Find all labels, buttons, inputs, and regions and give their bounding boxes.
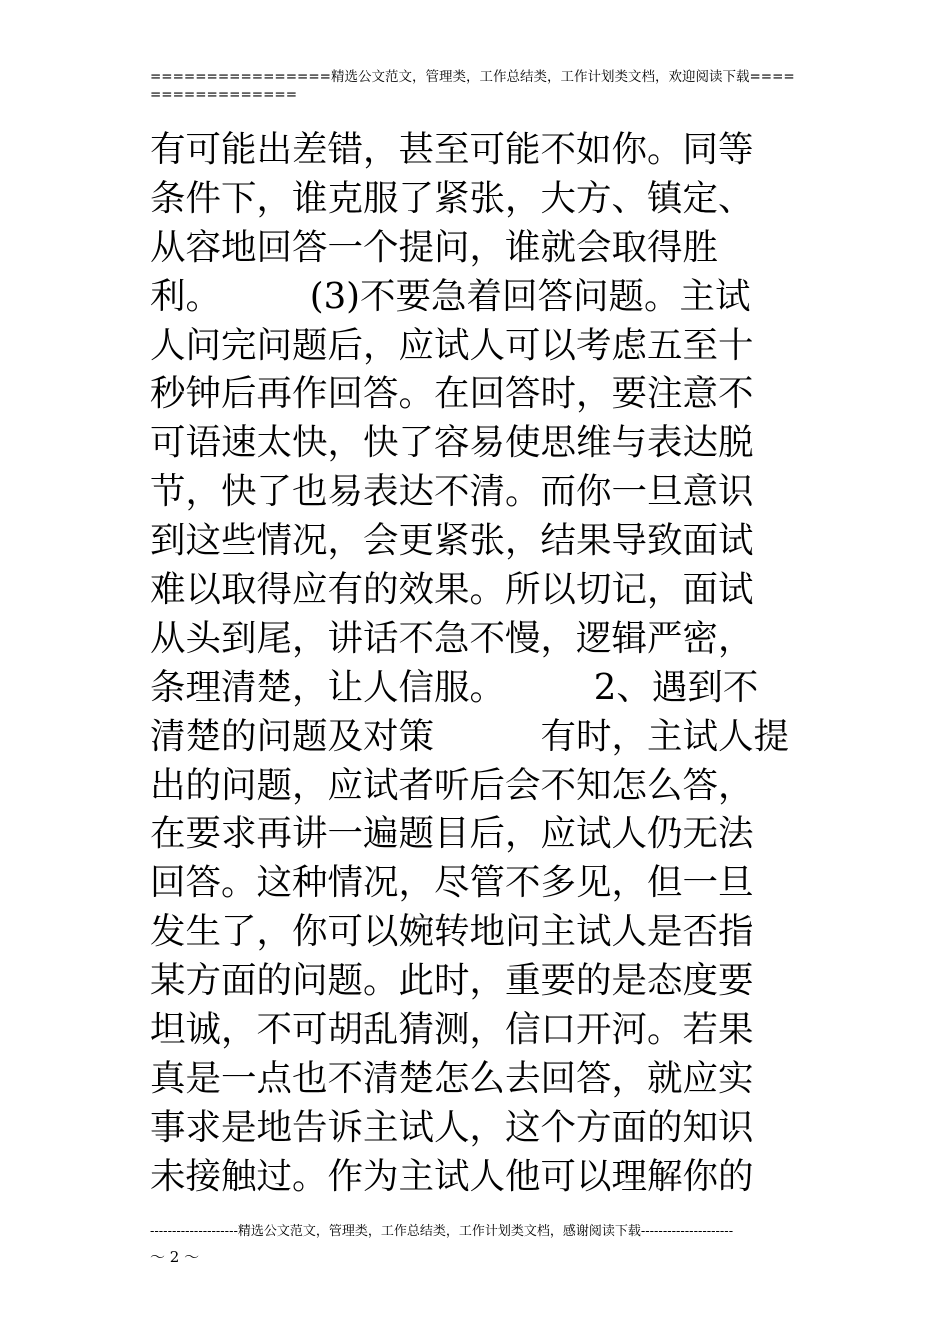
body-line: 难以取得应有的效果。所以切记，面试: [150, 569, 754, 611]
body-line: 人问完问题后，应试人可以考虑五至十: [150, 324, 754, 366]
body-line: 有可能出差错，甚至可能不如你。同等: [150, 129, 754, 170]
body-line: 在要求再讲一遍题目后，应试人仍无法: [150, 813, 754, 855]
body-line: 未接触过。作为主试人他可以理解你的: [150, 1155, 754, 1197]
document-body: [150, 126, 802, 1202]
page-footer: --------------------精选公文范文，管理类，工作总结类，工作计划类文档，感谢阅读下载---------------------: [150, 1224, 734, 1239]
body-line: 清楚的问题及对策 有时，主试人提: [150, 715, 790, 757]
page-number: ～ 2 ～: [150, 1248, 200, 1266]
body-line: 回答。这种情况，尽管不多见，但一旦: [150, 862, 754, 904]
body-line: 从头到尾，讲话不急不慢，逻辑严密，: [150, 617, 754, 659]
body-line: 从容地回答一个提问，谁就会取得胜: [150, 226, 719, 268]
body-line: 条理清楚，让人信服。 2、遇到不: [150, 666, 759, 708]
body-line: 秒钟后再作回答。在回答时，要注意不: [150, 373, 754, 415]
body-line: 发生了，你可以婉转地问主试人是否指: [150, 911, 754, 953]
body-line: 节，快了也易表达不清。而你一旦意识: [150, 471, 754, 513]
body-line: 真是一点也不清楚怎么去回答，就应实: [150, 1057, 754, 1099]
body-line: 利。 (3)不要急着回答问题。主试: [150, 275, 751, 317]
body-line: 坦诚，不可胡乱猜测，信口开河。若果: [150, 1009, 754, 1051]
page-header: ================精选公文范文，管理类，工作总结类，工作计划类文档，欢迎阅读下载=================: [150, 69, 795, 103]
body-line: 条件下，谁克服了紧张，大方、镇定、: [150, 177, 754, 219]
body-line: 事求是地告诉主试人，这个方面的知识: [150, 1106, 754, 1148]
body-line: 可语速太快，快了容易使思维与表达脱: [150, 422, 754, 464]
body-line: 出的问题，应试者听后会不知怎么答，: [150, 764, 754, 806]
body-line: 到这些情况，会更紧张，结果导致面试: [150, 520, 754, 562]
body-line: 某方面的问题。此时，重要的是态度要: [150, 960, 754, 1002]
